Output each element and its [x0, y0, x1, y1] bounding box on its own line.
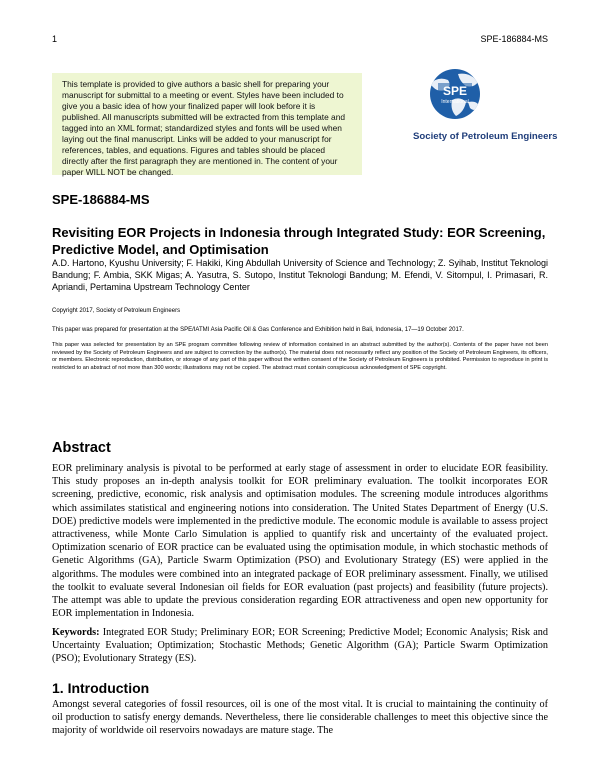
legal-disclaimer: This paper was selected for presentation by an SPE program committee following review of information contained in an abstract submitted by the author(s). Contents of the paper have not been reviewed by the Society of Petroleum Engineers and are subject to correction by the author(s). The material does not necessarily reflect any position of the Society of Petroleum Engineers, its officers, or members. Electronic reproduction, distribution, or storage of any part of this paper without the written consent of the Society of Petroleum Engineers is prohibited. Permission to reproduce in print is restricted to an abstract of not more than 300 words; illustrations may not be copied. The abstract must contain conspicuous acknowledgment of SPE copyright. [52, 342, 548, 371]
paper-id: SPE-186884-MS [52, 192, 150, 207]
logo-organization-name: Society of Petroleum Engineers [413, 131, 558, 142]
page-number: 1 [52, 34, 58, 44]
keywords-label: Keywords: [52, 627, 100, 638]
author-list: A.D. Hartono, Kyushu University; F. Hakiki, King Abdullah University of Science and Technology; Z. Syihab, Institut Teknologi Bandung; F. Ambia, SKK Migas; A. Yasutra, S. Sutopo, Institut Teknologi Bandung; M. Efendi, V. Sitompul, I. Primasari, R. Apriandi, Pertamina Upstream Technology Center [52, 258, 548, 292]
logo-emblem-text: SPE [442, 84, 468, 98]
running-header-paper-id: SPE-186884-MS [480, 34, 548, 44]
abstract-heading: Abstract [52, 440, 111, 456]
logo-emblem-sub: International [441, 99, 469, 105]
template-notice-box: This template is provided to give authors a basic shell for preparing your manuscript for submittal to a meeting or event. Styles have been included to give you a basic idea of how your finalized paper will look before it is published. All manuscripts submitted will be extracted from this template and tagged into an XML format; standardized styles and fonts will be used when laying out the final manuscript. Links will be added to your manuscript for references, tables, and equations. Figures and tables should be placed directly after the first paragraph they are mentioned in. The content of your paper WILL NOT be changed. [52, 73, 362, 175]
paper-title: Revisiting EOR Projects in Indonesia through Integrated Study: EOR Screening, Predictive Model, and Optimisation [52, 225, 546, 257]
conference-note: This paper was prepared for presentation at the SPE/IATMI Asia Pacific Oil & Gas Conference and Exhibition held in Bali, Indonesia, 17—19 October 2017. [52, 327, 464, 333]
introduction-body: Amongst several categories of fossil resources, oil is one of the most vital. It is crucial to maintaining the continuity of oil production to satisfy energy demands. Nevertheless, there lie considerable challenges to meet this objective since the majority of worldwide oil reservoirs nowadays are mature stage. The [52, 699, 548, 737]
keywords-paragraph [52, 626, 548, 666]
abstract-body: EOR preliminary analysis is pivotal to be performed at early stage of assessment in order to elucidate EOR feasibility. This study proposes an in-depth analysis toolkit for EOR preliminary evaluation. The toolkit incorporates EOR screening, predictive, economic, risk analysis and optimisation modules. The screening module introduces algorithms which assimilates statistical and engineering notions into consideration. The United States Department of Energy (U.S. DOE) predictive models were implemented in the predictive module. The economic module is available to assess project attractiveness, while Monte Carlo Simulation is applied to quantify risk and uncertainty of the evaluated project. Optimization scenario of EOR practice can be evaluated using the optimisation module, in which stochastic methods of Genetic Algorithms (GA), Particle Swarm Optimization (PSO) and Evolutionary Strategy (ES) were applied in the algorithms. The modules were combined into an integrated package of EOR preliminary assessment. Finally, we utilised the toolkit to evaluate several Indonesian oil fields for EOR evaluation (past projects) and feasibility (future projects). The attempt was able to update the previous consideration regarding EOR attractiveness and open new opportunity for EOR implementation in Indonesia. [52, 463, 548, 620]
copyright-line: Copyright 2017, Society of Petroleum Engineers [52, 308, 181, 314]
introduction-heading: 1. Introduction [52, 680, 150, 696]
keywords-text: Integrated EOR Study; Preliminary EOR; EOR Screening; Predictive Model; Economic Analysis; Risk and Uncertainty Evaluation; Optimization; Stochastic Methods; Genetic Algorithm (GA); Particle Swarm Optimization (PSO); Evolutionary Strategy (ES). [52, 627, 548, 665]
